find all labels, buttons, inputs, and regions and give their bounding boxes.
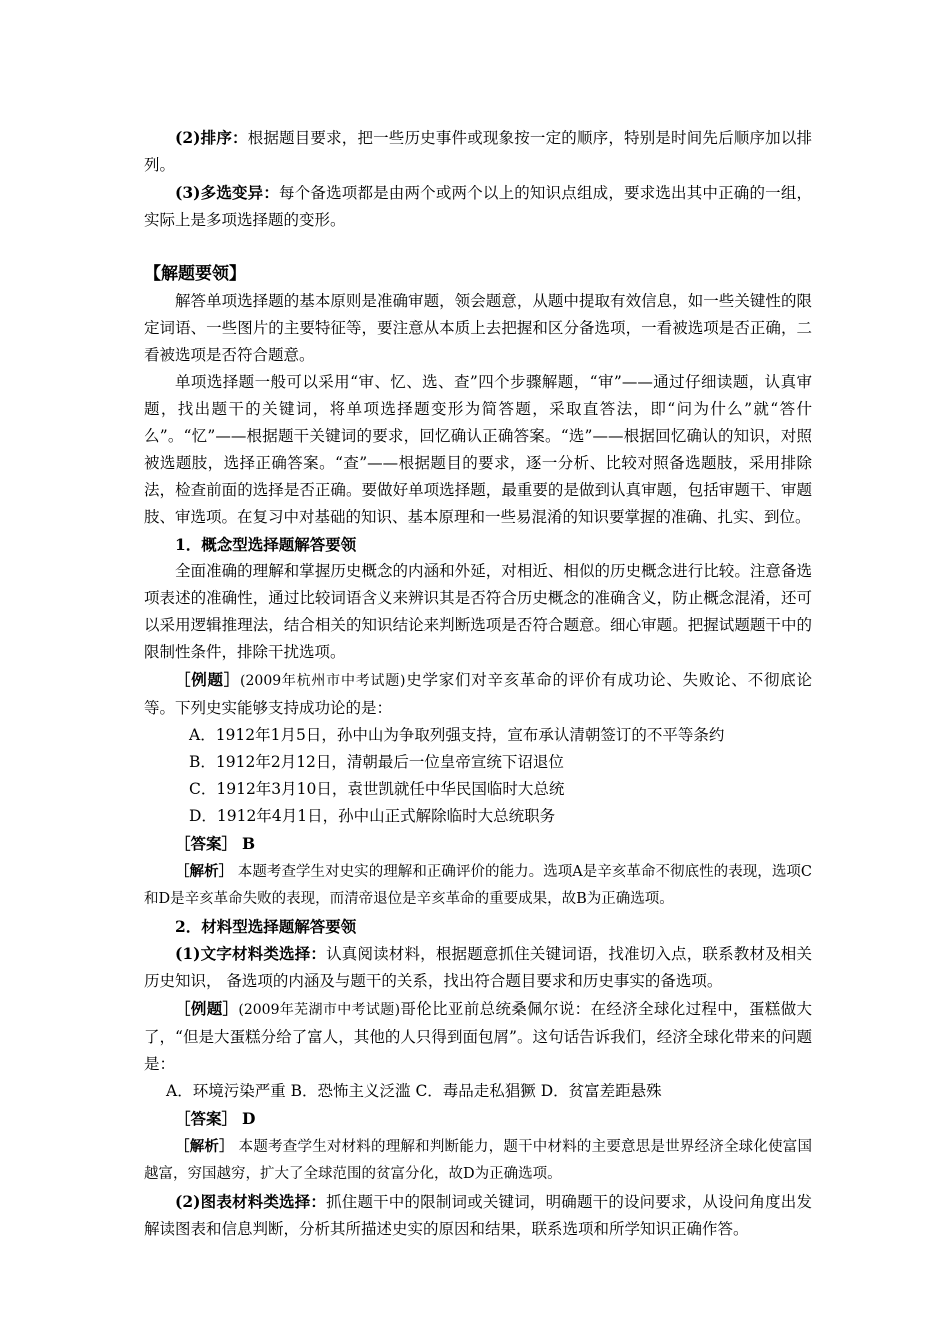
analysis-tag: ［解析］ [175,863,234,880]
analysis-text: 本题考查学生对史实的理解和正确评价的能力。选项A是辛亥革命不彻底性的表现，选项C和D是辛亥革命失败的表现，而清帝退位是辛亥革命的重要成果，故B为正确选项。 [144,864,813,907]
section-title: 【解题要领】 [144,264,246,284]
part1-analysis [144,858,812,913]
document-page [144,124,812,1243]
answer-value: D [241,1109,256,1128]
option-b: B．1912年2月12日，清朝最后一位皇帝宣统下诏退位 [189,753,564,771]
sort-label: (2)排序： [175,128,248,147]
section-para-2: 单项选择题一般可以采用“审、忆、选、查”四个步骤解题，“审”——通过仔细读题，认真审题，找出题干的关键词，将单项选择题变形为简答题，采取直答法，即“问为什么”就“答什么”。“忆”——根据题干关键词的要求，回忆确认正确答案。“选”——根据回忆确认的知识，对照被选题肢，选择正确答案。“查”——根据题目的要求，逐一分析、比较对照备选题肢，采用排除法，检查前面的选择是否正确。要做好单项选择题，最重要的是做到认真审题，包括审题干、审题肢、审选项。在复习中对基础的知识、基本原理和一些易混淆的知识要掌握的准确、扎实、到位。 [144,373,812,526]
sort-text: 根据题目要求，把一些历史事件或现象按一定的顺序，特别是时间先后顺序加以排列。 [144,129,813,174]
multi-label: (3)多选变异： [175,183,280,202]
answer-value: B [241,834,256,853]
answer-tag: ［答案］ [175,834,238,853]
part2-analysis [144,1133,812,1188]
part1-desc: 全面准确的理解和掌握历史概念的内涵和外延，对相近、相似的历史概念进行比较。注意备选项表述的准确性，通过比较词语含义来辨识其是否符合历史概念的准确含义，防止概念混淆，还可以采用逻辑推理法，结合相关的知识结论来判断选项是否符合题意。细心审题。把握试题题干中的限制性条件，排除干扰选项。 [144,562,812,661]
part2-title: 2．材料型选择题解答要领 [175,917,357,936]
answer-tag: ［答案］ [175,1109,238,1128]
example-source: (2009年芜湖市中考试题) [238,1002,401,1018]
part2-options: A．环境污染严重 B．恐怖主义泛滥 C．毒品走私猖獗 D．贫富差距悬殊 [166,1082,662,1100]
section-para-1: 解答单项选择题的基本原则是准确审题，领会题意，从题中提取有效信息，如一些关键性的限定词语、一些图片的主要特征等，要注意从本质上去把握和区分备选项，一看被选项是否正确，二看被选项是否符合题意。 [144,292,812,364]
chart-material-label: (2)图表材料类选择： [175,1192,327,1211]
text-material-desc: 认真阅读材料，根据题意抓住关键词语，找准切入点，联系教材及相关历史知识， 备选项的内涵及与题干的关系，找出符合题目要求和历史事实的备选项。 [144,945,812,990]
part1-example [144,666,812,722]
part2-text-material [144,940,812,995]
analysis-text: 本题考查学生对材料的理解和判断能力，题干中材料的主要意思是世界经济全球化使富国越富，穷国越穷，扩大了全球范围的贫富分化，故D为正确选项。 [144,1139,813,1182]
example-tag: ［例题］ [175,999,239,1018]
analysis-tag: ［解析］ [175,1138,234,1155]
part2-chart-material [144,1188,812,1243]
part2-answer [144,1105,812,1133]
text-material-label: (1)文字材料类选择： [175,944,327,963]
chart-material-desc: 抓住题干中的限制词或关键词，明确题干的设问要求，从设问角度出发解读图表和信息判断，分析其所描述史实的原因和结果，联系选项和所学知识正确作答。 [144,1193,812,1238]
option-d: D．1912年4月1日，孙中山正式解除临时大总统职务 [189,807,556,825]
example-source: (2009年杭州市中考试题) [240,673,406,689]
example-text: 史学家们对辛亥革命的评价有成功论、失败论、不彻底论等。下列史实能够支持成功论的是： [144,671,812,717]
multi-text: 每个备选项都是由两个或两个以上的知识点组成，要求选出其中正确的一组，实际上是多项选择题的变形。 [144,184,812,229]
intro-item-multi [144,179,812,234]
example-text: 哥伦比亚前总统桑佩尔说：在经济全球化过程中，蛋糕做大了，“但是大蛋糕分给了富人，其他的人只得到面包屑”。这句话告诉我们，经济全球化带来的问题是： [144,1000,812,1073]
intro-item-sort [144,124,812,179]
part1-answer [144,830,812,858]
example-tag: ［例题］ [175,670,241,689]
part2-example [144,995,812,1078]
part1-title: 1．概念型选择题解答要领 [175,535,357,554]
option-c: C．1912年3月10日，袁世凯就任中华民国临时大总统 [189,780,565,798]
option-a: A．1912年1月5日，孙中山为争取列强支持，宣布承认清朝签订的不平等条约 [189,726,725,744]
